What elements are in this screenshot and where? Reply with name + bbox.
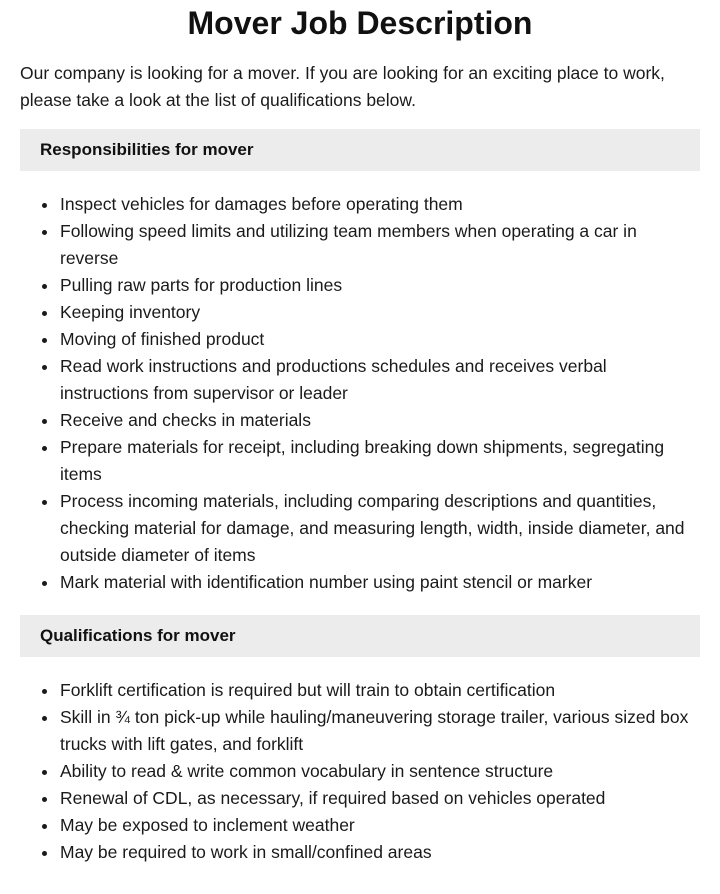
list-item-text: Skill in ¾ ton pick-up while hauling/maneuvering storage trailer, various sized box trucks with lift gates, and forklift: [60, 707, 689, 754]
list-item: [20, 407, 700, 434]
list-item: [20, 191, 700, 218]
bullet-icon: [42, 716, 47, 721]
list-item-text: Prepare materials for receipt, including breaking down shipments, segregating items: [60, 437, 665, 484]
list-item-text: Read work instructions and productions schedules and receives verbal instructions from supervisor or leader: [60, 356, 607, 403]
list-item-text: Moving of finished product: [60, 329, 265, 349]
bullet-icon: [42, 419, 47, 424]
list-item: [20, 218, 700, 272]
bullet-icon: [42, 338, 47, 343]
page-title: Mover Job Description: [187, 5, 533, 41]
bullet-icon: [42, 365, 47, 370]
list-item: [20, 758, 700, 785]
list-item: [20, 326, 700, 353]
bullet-icon: [42, 851, 47, 856]
bullet-icon: [42, 797, 47, 802]
bullet-icon: [42, 284, 47, 289]
list-item-text: Keeping inventory: [60, 302, 201, 322]
intro-paragraph: Our company is looking for a mover. If you are looking for an exciting place to work, please take a look at the list of qualifications below.: [20, 63, 665, 110]
list-item: [20, 488, 700, 569]
list-item-text: Receive and checks in materials: [60, 410, 311, 430]
list-item: [20, 569, 700, 596]
list-item: [20, 812, 700, 839]
bullet-icon: [42, 500, 47, 505]
bullet-icon: [42, 311, 47, 316]
list-item: [20, 272, 700, 299]
list-item-text: Ability to read & write common vocabulary in sentence structure: [60, 761, 554, 781]
list-item: [20, 839, 700, 866]
bullet-icon: [42, 689, 47, 694]
list-item-text: May be exposed to inclement weather: [60, 815, 355, 835]
responsibilities-heading: Responsibilities for mover: [20, 129, 700, 171]
qualifications-heading: Qualifications for mover: [20, 615, 700, 657]
bullet-icon: [42, 446, 47, 451]
list-item: [20, 299, 700, 326]
list-item-text: Forklift certification is required but will train to obtain certification: [60, 680, 556, 700]
bullet-icon: [42, 824, 47, 829]
bullet-icon: [42, 770, 47, 775]
list-item-text: Process incoming materials, including comparing descriptions and quantities, checking material for damage, and measuring length, width, inside diameter, and outside diameter of items: [60, 491, 685, 565]
list-item: [20, 434, 700, 488]
list-item: [20, 704, 700, 758]
qualifications-list: [20, 677, 700, 866]
list-item: [20, 677, 700, 704]
list-item-text: Renewal of CDL, as necessary, if required based on vehicles operated: [60, 788, 606, 808]
list-item-text: Following speed limits and utilizing team members when operating a car in reverse: [60, 221, 637, 268]
responsibilities-list: [20, 191, 700, 596]
list-item: [20, 785, 700, 812]
list-item-text: Pulling raw parts for production lines: [60, 275, 343, 295]
list-item-text: Mark material with identification number using paint stencil or marker: [60, 572, 593, 592]
bullet-icon: [42, 203, 47, 208]
list-item: [20, 353, 700, 407]
list-item-text: Inspect vehicles for damages before operating them: [60, 194, 463, 214]
bullet-icon: [42, 581, 47, 586]
bullet-icon: [42, 230, 47, 235]
list-item-text: May be required to work in small/confined areas: [60, 842, 432, 862]
